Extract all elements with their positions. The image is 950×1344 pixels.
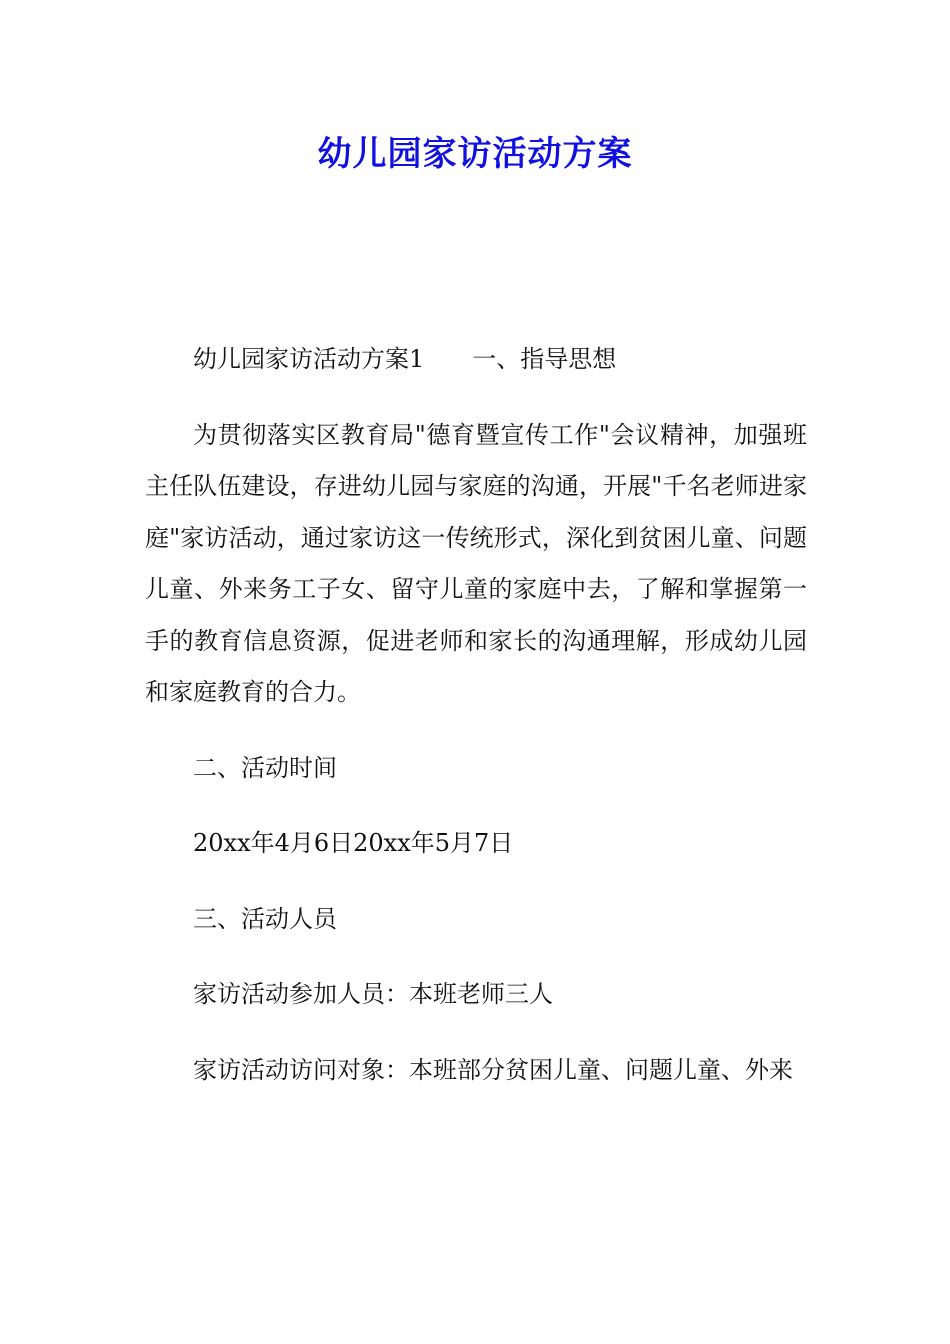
paragraph-participants: 家访活动参加人员：本班老师三人 bbox=[193, 980, 553, 1008]
plan-subtitle: 幼儿园家访活动方案1 bbox=[193, 345, 425, 373]
section-heading-guiding-thought: 一、指导思想 bbox=[472, 345, 617, 373]
section-heading-activity-staff: 三、活动人员 bbox=[193, 904, 337, 933]
section-heading-activity-time: 二、活动时间 bbox=[193, 753, 337, 782]
document-title: 幼儿园家访活动方案 bbox=[317, 134, 633, 174]
paragraph-heading-1 bbox=[145, 334, 807, 386]
document-body bbox=[145, 334, 807, 1120]
paragraph-visit-targets: 家访活动访问对象：本班部分贫困儿童、问题儿童、外来 bbox=[193, 1055, 793, 1084]
paragraph-guiding-thought: 为贯彻落实区教育局"德育暨宣传工作"会议精神，加强班主任队伍建设，存进幼儿园与家庭的沟通，开展"千名老师进家庭"家访活动，通过家访这一传统形式，深化到贫困儿童、问题儿童、外来务工子女、留守儿童的家庭中去，了解和掌握第一手的教育信息资源，促进老师和家长的沟通理解，形成幼儿园和家庭教育的合力。 bbox=[145, 420, 807, 706]
paragraph-activity-time: 20xx年4月6日20xx年5月7日 bbox=[193, 829, 514, 857]
